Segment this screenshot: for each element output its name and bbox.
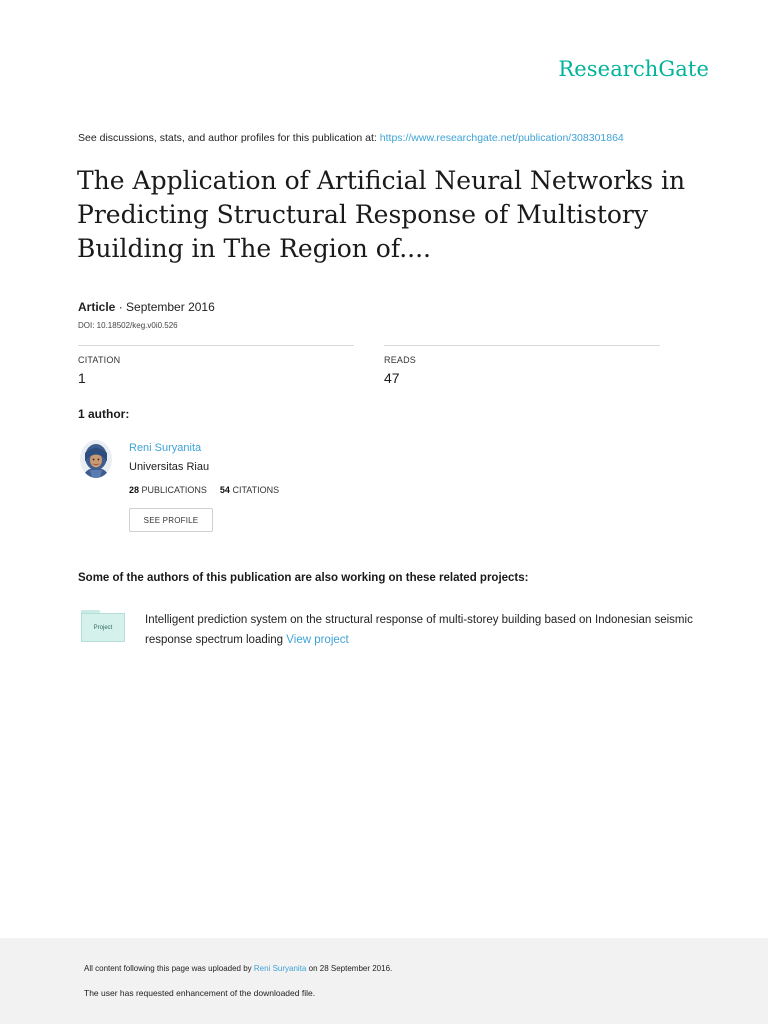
project-description: Intelligent prediction system on the structural response of multi-storey building based on Indonesian seismic response spectrum loading xyxy=(145,614,693,646)
meta-separator: · xyxy=(115,300,127,314)
upload-suffix: on 28 September 2016. xyxy=(308,964,393,973)
citation-stat xyxy=(78,345,354,386)
footer xyxy=(0,938,768,1024)
citation-value: 1 xyxy=(78,370,86,386)
author-institution: Universitas Riau xyxy=(129,461,210,473)
authors-heading: 1 author: xyxy=(78,407,130,421)
publication-meta xyxy=(78,300,215,314)
author-stats xyxy=(129,485,279,495)
reads-label: READS xyxy=(384,355,417,365)
view-project-link[interactable]: View project xyxy=(286,634,349,646)
citations-count: 54 xyxy=(219,485,230,495)
author-name-link[interactable]: Reni Suryanita xyxy=(129,442,202,454)
publications-label: PUBLICATIONS xyxy=(141,485,207,495)
citation-label: CITATION xyxy=(78,355,121,365)
discussion-line xyxy=(78,132,624,144)
related-projects-heading: Some of the authors of this publication are also working on these related projects: xyxy=(78,572,529,584)
footer-upload-note xyxy=(84,964,392,973)
publication-title: The Application of Artificial Neural Networks in Predicting Structural Response of Multistory Building in The Region of.... xyxy=(77,166,686,263)
project-folder-icon xyxy=(81,610,125,642)
author-avatar[interactable] xyxy=(80,440,112,478)
publication-url-link[interactable]: https://www.researchgate.net/publication/308301864 xyxy=(379,132,624,144)
discussion-text: See discussions, stats, and author profiles for this publication at: xyxy=(78,132,377,144)
publication-type: Article xyxy=(78,300,116,314)
footer-enhancement-note: The user has requested enhancement of the downloaded file. xyxy=(84,988,316,998)
citations-label: CITATIONS xyxy=(232,485,280,495)
reads-stat xyxy=(384,345,660,386)
reads-value: 47 xyxy=(384,370,400,386)
project-folder-label: Project xyxy=(81,613,125,642)
see-profile-button[interactable]: SEE PROFILE xyxy=(129,508,213,532)
researchgate-logo[interactable]: ResearchGate xyxy=(558,57,709,81)
uploader-link[interactable]: Reni Suryanita xyxy=(253,964,307,973)
related-project xyxy=(145,610,705,650)
publication-doi: DOI: 10.18502/keg.v0i0.526 xyxy=(78,321,178,330)
publication-date: September 2016 xyxy=(126,300,215,314)
upload-prefix: All content following this page was uploaded by xyxy=(84,964,252,973)
publications-count: 28 xyxy=(129,485,140,495)
